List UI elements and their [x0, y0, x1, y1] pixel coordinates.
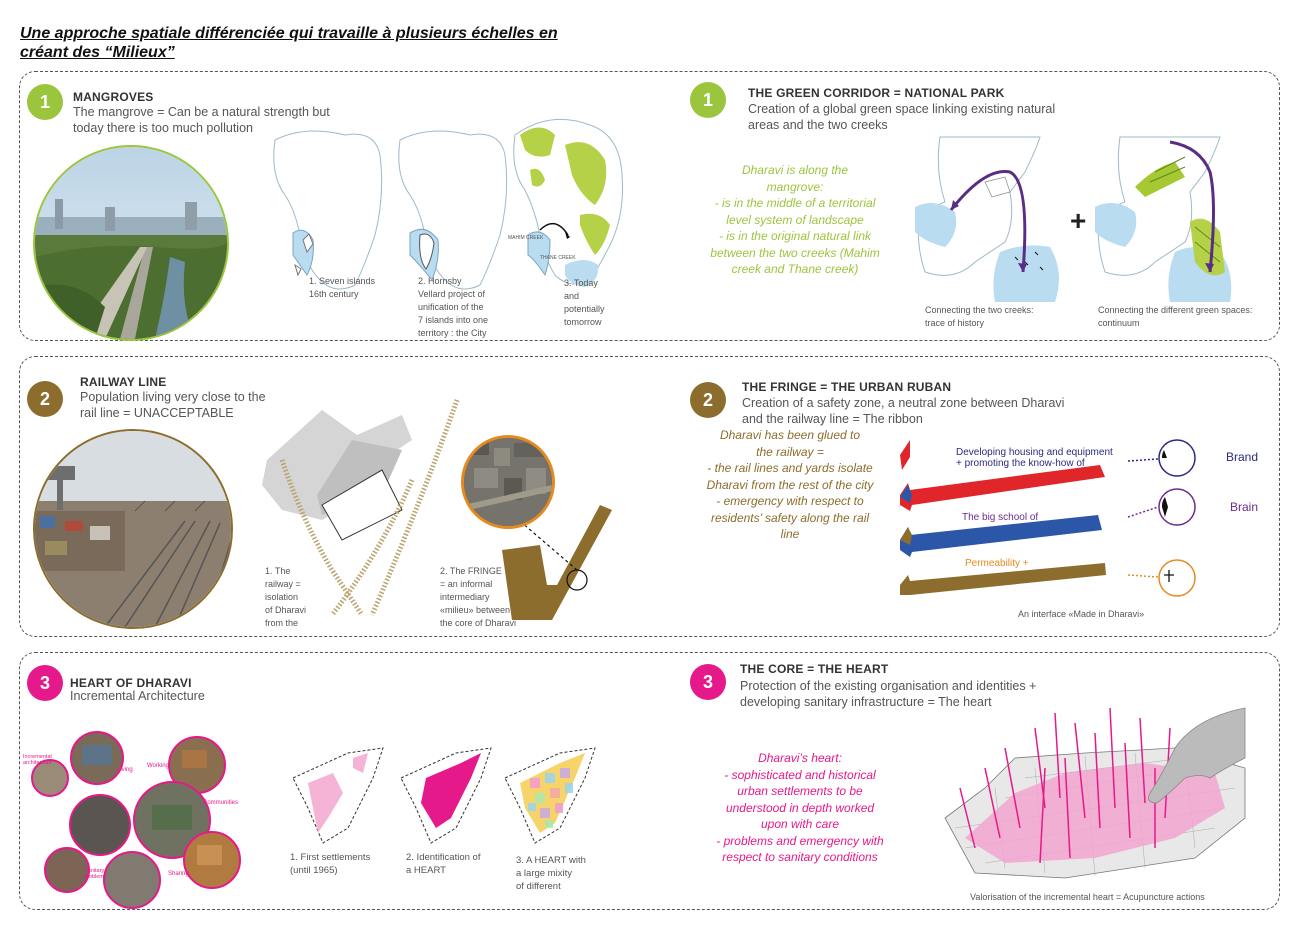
map-seven-islands	[274, 131, 382, 289]
caption-line: tomorrow	[564, 317, 602, 327]
caption-fringe	[440, 565, 516, 630]
railway-photo	[33, 429, 233, 629]
caption-line: 1. The	[265, 566, 291, 576]
thane-creek-label: THANE CREEK	[540, 255, 576, 261]
note-line: Dharavi from the rest of the city	[706, 477, 874, 492]
note-line: Dharavi has been glued to	[719, 428, 861, 442]
mahim-creek-label: MAHIM CREEK	[508, 235, 544, 241]
caption-hornsby-vellard	[418, 275, 488, 340]
ribbon-red	[900, 465, 1105, 511]
caption-seven-islands	[309, 275, 375, 301]
mangrove-photo	[33, 145, 229, 341]
note-line: upon with care	[760, 817, 840, 831]
collage-label-sanitary	[84, 868, 107, 880]
caption-line: Vellard project of	[418, 289, 486, 299]
ribbon-red-small	[900, 440, 910, 470]
note-line: - emergency with respect to	[716, 494, 864, 508]
caption-line: Connecting the two creeks:	[925, 305, 1034, 315]
step-number-1: 1	[27, 84, 63, 120]
map-connecting-creeks	[915, 137, 1059, 302]
note-line: urban settlements to be	[737, 784, 863, 798]
caption-heart-identification	[406, 851, 480, 877]
core-heading: THE CORE = THE HEART	[740, 662, 889, 676]
caption-railway-isolation	[265, 565, 306, 630]
caption-line: trace of history	[925, 318, 985, 328]
title-line-2: créant des “Milieux”	[20, 44, 175, 61]
valorisation-caption: Valorisation of the incremental heart = Acupuncture actions	[970, 892, 1205, 902]
collage-label-line: Incremental	[23, 754, 52, 760]
caption-line: «milieu» between	[440, 605, 511, 615]
caption-line: (until 1965)	[290, 865, 338, 876]
caption-line: isolation	[265, 592, 299, 602]
collage-label-living: Living	[117, 767, 133, 773]
map-heart-identification	[401, 748, 491, 843]
green-corridor-heading: THE GREEN CORRIDOR = NATIONAL PARK	[748, 86, 1005, 100]
note-line: Dharavi’s heart:	[758, 751, 842, 765]
mangroves-desc-line-2: today there is too much pollution	[73, 121, 253, 135]
ribbon-purple-label: The big school of	[962, 512, 1039, 523]
caption-line: intermediary	[440, 592, 490, 602]
caption-line: 3. A HEART with	[516, 855, 586, 866]
note-line: mangrove:	[766, 179, 824, 194]
collage-street	[70, 795, 130, 855]
fringe-heading: THE FRINGE = THE URBAN RUBAN	[742, 380, 952, 394]
caption-line: the core of Dharavi	[440, 618, 517, 628]
mangroves-heading: MANGROVES	[73, 90, 154, 104]
caption-line: 16th century	[309, 289, 359, 299]
fringe-desc-line-1: Creation of a safety zone, a neutral zone between Dharavi	[742, 396, 1065, 410]
caption-line: of different	[516, 881, 561, 892]
map-connecting-green-spaces	[1095, 137, 1231, 302]
caption-line: a HEART	[406, 865, 446, 876]
caption-line: railway =	[265, 579, 301, 589]
fringe-desc-line-2: and the railway line = The ribbon	[742, 412, 923, 426]
map-heart-mixity	[505, 748, 595, 843]
caption-line: a large mixity	[516, 868, 572, 879]
interface-caption: An interface «Made in Dharavi»	[1018, 609, 1145, 619]
caption-line: of Dharavi	[265, 605, 307, 615]
page-title	[20, 24, 558, 62]
collage-label-line: problems	[84, 874, 107, 880]
mangrove-italic-note	[700, 162, 890, 278]
note-line: the railway =	[756, 444, 824, 459]
note-line: - is in the original natural link	[718, 229, 872, 243]
step-number-2-right: 2	[690, 382, 726, 418]
fringe-description	[742, 395, 1064, 427]
step-number-1-right: 1	[690, 82, 726, 118]
note-line: between the two creeks (Mahim	[710, 245, 880, 260]
green-corridor-desc-line-1: Creation of a global green space linking existing natural	[748, 102, 1056, 116]
creek-connection-diagrams	[915, 132, 1265, 307]
step-number-3: 3	[27, 665, 63, 701]
note-line: - problems and emergency with	[716, 833, 884, 848]
caption-connecting-creeks	[925, 304, 1034, 330]
caption-line: continuum	[1098, 318, 1140, 328]
map-first-settlements	[293, 748, 383, 843]
ribbon-label-line: Developing housing and equipment	[956, 447, 1113, 458]
caption-line: 3. Today	[564, 278, 598, 288]
caption-connecting-green-spaces	[1098, 304, 1252, 330]
note-line: - the rail lines and yards isolate	[707, 461, 873, 475]
note-line: Dharavi is along the	[741, 163, 849, 177]
dharavi-life-collage	[22, 730, 252, 910]
mangroves-desc-line-1: The mangrove = Can be a natural strength but	[73, 105, 330, 119]
note-line: line	[780, 527, 800, 541]
ribbon-label-line: + promoting the know-how of	[956, 458, 1085, 469]
note-line: creek and Thane creek)	[731, 262, 859, 276]
railway-heading: RAILWAY LINE	[80, 375, 167, 389]
brain-label: Brain	[1230, 500, 1259, 514]
caption-line: = an informal	[440, 579, 493, 589]
acupuncture-heart-model	[945, 708, 1255, 888]
step-number-2: 2	[27, 381, 63, 417]
caption-line: 2. Identification of	[406, 852, 481, 863]
ribbon-blue-label	[956, 447, 1113, 469]
railway-desc-line-2: rail line = UNACCEPTABLE	[80, 406, 234, 420]
caption-line: 1. First settlements	[290, 852, 371, 863]
caption-line: 2. The FRINGE	[440, 566, 502, 576]
heart-italic-note	[700, 750, 900, 866]
railway-desc-line-1: Population living very close to the	[80, 390, 266, 404]
note-line: residents’ safety along the rail	[710, 510, 870, 525]
caption-first-settlements	[290, 851, 370, 877]
caption-line: 2. Hornsby	[418, 276, 462, 286]
ribbon-orange-label: Permeability +	[965, 558, 1029, 569]
core-description	[740, 678, 1036, 710]
note-line: - sophisticated and historical	[724, 767, 876, 782]
green-corridor-description	[748, 101, 1055, 133]
caption-line: territory : the City	[418, 328, 487, 338]
note-line: level system of landscape	[726, 212, 864, 227]
core-desc-line-2: developing sanitary infrastructure = The heart	[740, 695, 992, 709]
caption-heart-mixity	[516, 854, 586, 893]
heart-description: Incremental Architecture	[70, 689, 205, 703]
railway-description	[80, 389, 266, 421]
note-line: - is in the middle of a territorial	[714, 196, 876, 210]
collage-label-communities: Communities	[203, 800, 239, 806]
title-line-1: Une approche spatiale différenciée qui travaille à plusieurs échelles en	[20, 25, 558, 42]
brand-label: Brand	[1226, 450, 1259, 464]
note-line: understood in depth worked	[725, 800, 875, 815]
caption-line: potentially	[564, 304, 605, 314]
core-desc-line-1: Protection of the existing organisation and identities +	[740, 679, 1037, 693]
caption-today	[564, 277, 605, 329]
caption-line: from the	[265, 618, 299, 628]
aerial-detail-photo	[461, 435, 555, 529]
heart-heading: HEART OF DHARAVI	[70, 676, 192, 690]
collage-label-incremental	[23, 754, 52, 766]
step-number-3-right: 3	[690, 664, 726, 700]
caption-line: and	[564, 291, 580, 301]
permeability-circle	[1159, 560, 1195, 596]
caption-line: unification of the	[418, 302, 484, 312]
caption-line: 1. Seven islands	[309, 276, 376, 286]
map-hornsby-vellard	[399, 131, 507, 289]
collage-label-line: Sanitary	[84, 868, 105, 874]
collage-label-line: architecture	[23, 760, 52, 766]
note-line: respect to sanitary conditions	[722, 850, 878, 864]
plus-sign: +	[1070, 205, 1087, 236]
caption-line: 7 islands into one	[418, 315, 489, 325]
caption-line: Connecting the different green spaces:	[1098, 305, 1253, 315]
collage-sanitary-problems	[104, 852, 160, 908]
collage-label-sharing: Sharing	[168, 871, 189, 877]
green-corridor-desc-line-2: areas and the two creeks	[748, 118, 888, 132]
railway-italic-note	[690, 427, 890, 543]
collage-label-working: Working	[147, 763, 169, 769]
heart-evolution-maps	[288, 748, 618, 848]
collage-sanitary	[45, 848, 89, 892]
